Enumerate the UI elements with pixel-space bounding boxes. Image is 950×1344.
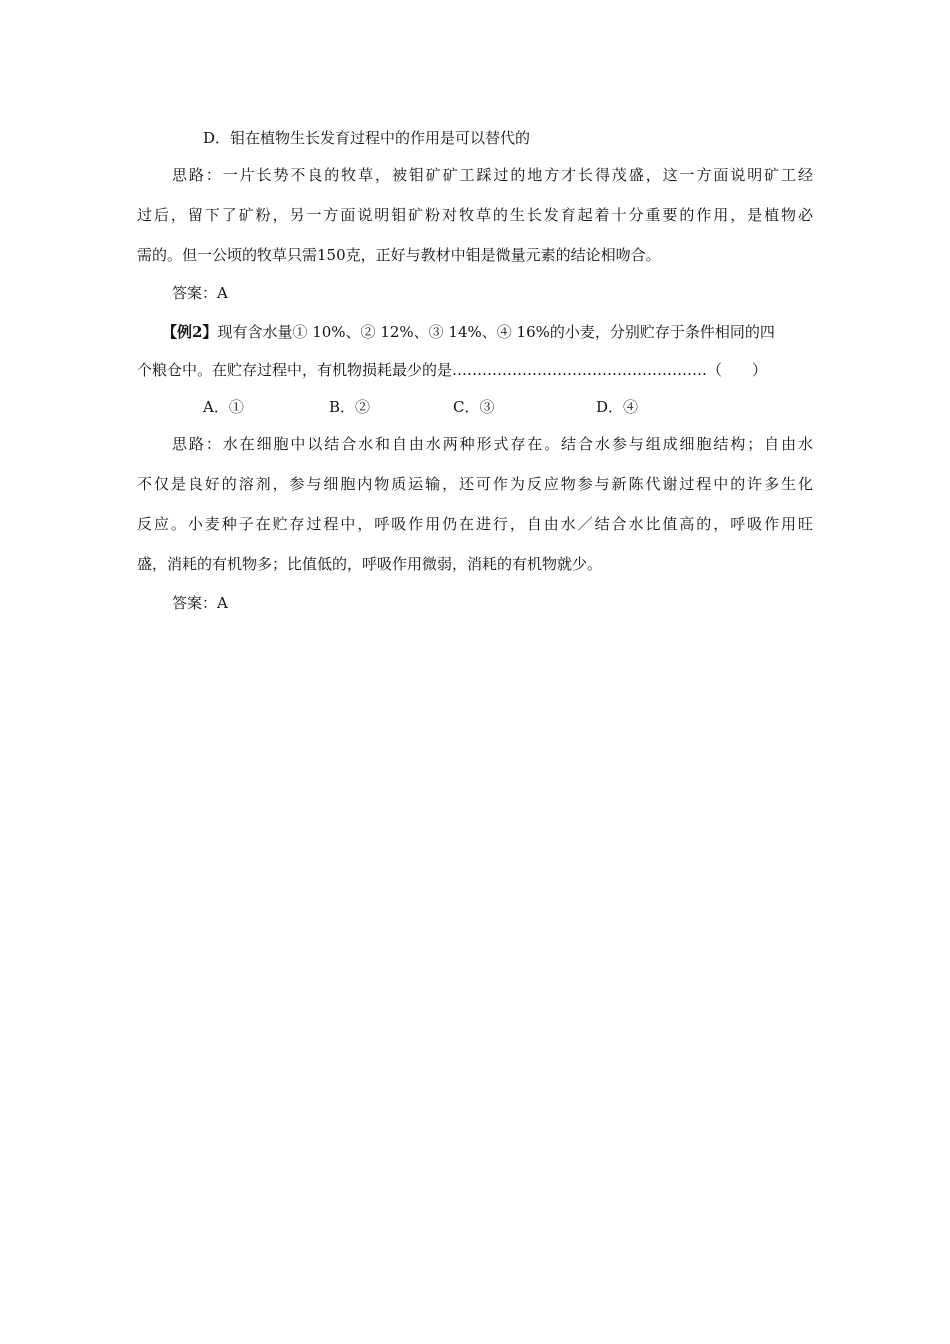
option-d: D．钼在植物生长发育过程中的作用是可以替代的: [203, 129, 531, 147]
reasoning-line: 不仅是良好的溶剂，参与细胞内物质运输，还可作为反应物参与新陈代谢过程中的许多生化: [137, 475, 813, 493]
option-c: C．③: [453, 398, 495, 416]
reasoning-line: 过后，留下了矿粉，另一方面说明钼矿粉对牧草的生长发育起着十分重要的作用，是植物必: [137, 206, 813, 224]
question-line: [162, 321, 813, 343]
option-b: B．②: [329, 398, 371, 416]
answer-line: 答案：A: [172, 284, 228, 302]
option-a: A．①: [203, 398, 244, 416]
options-row: [203, 396, 723, 418]
answer-line: 答案：A: [172, 594, 228, 612]
reasoning-line: 盛，消耗的有机物多；比值低的，呼吸作用微弱，消耗的有机物就少。: [137, 555, 603, 573]
question-text: 现有含水量① 10%、② 12%、③ 14%、④ 16%的小麦，分别贮存于条件相同的四: [217, 323, 775, 341]
reasoning-line: 思路：水在细胞中以结合水和自由水两种形式存在。结合水参与组成细胞结构；自由水: [172, 435, 813, 453]
option-d: D．④: [596, 398, 639, 416]
reasoning-line: 反应。小麦种子在贮存过程中，呼吸作用仍在进行，自由水／结合水比值高的，呼吸作用旺: [137, 515, 813, 533]
question-line: 个粮仓中。在贮存过程中，有机物损耗最少的是……………………………………………（ ）: [137, 361, 768, 379]
reasoning-line: 需的。但一公顷的牧草只需150克，正好与教材中钼是微量元素的结论相吻合。: [137, 246, 661, 264]
example-label: 【例2】: [162, 323, 218, 341]
reasoning-line: 思路：一片长势不良的牧草，被钼矿矿工踩过的地方才长得茂盛，这一方面说明矿工经: [172, 166, 813, 184]
